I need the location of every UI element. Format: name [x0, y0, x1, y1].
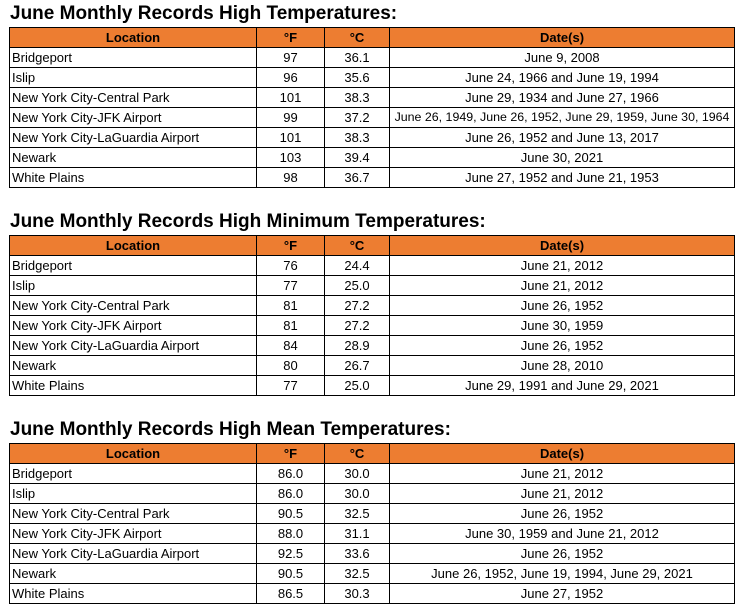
location-cell: Newark [10, 356, 257, 376]
celsius-header: °C [325, 236, 390, 256]
fahrenheit-cell: 86.0 [257, 484, 325, 504]
celsius-cell: 28.9 [325, 336, 390, 356]
celsius-cell: 32.5 [325, 564, 390, 584]
location-cell: White Plains [10, 376, 257, 396]
table-row [10, 336, 735, 356]
fahrenheit-cell: 96 [257, 68, 325, 88]
dates-cell: June 26, 1952 [390, 296, 735, 316]
location-header: Location [10, 444, 257, 464]
table-header-row [10, 444, 735, 464]
dates-cell: June 21, 2012 [390, 256, 735, 276]
table-row [10, 108, 735, 128]
fahrenheit-cell: 84 [257, 336, 325, 356]
location-cell: New York City-JFK Airport [10, 108, 257, 128]
dates-cell: June 30, 2021 [390, 148, 735, 168]
table-row [10, 584, 735, 604]
dates-cell: June 26, 1949, June 26, 1952, June 29, 1959, June 30, 1964 [390, 108, 735, 128]
location-cell: White Plains [10, 168, 257, 188]
table-row [10, 128, 735, 148]
celsius-cell: 30.0 [325, 484, 390, 504]
dates-cell: June 29, 1934 and June 27, 1966 [390, 88, 735, 108]
section-title: June Monthly Records High Minimum Temperatures: [10, 211, 486, 232]
table-row [10, 544, 735, 564]
dates-cell: June 9, 2008 [390, 48, 735, 68]
fahrenheit-header: °F [257, 236, 325, 256]
celsius-header: °C [325, 444, 390, 464]
table-row [10, 148, 735, 168]
celsius-cell: 25.0 [325, 376, 390, 396]
celsius-cell: 30.0 [325, 464, 390, 484]
fahrenheit-cell: 81 [257, 296, 325, 316]
fahrenheit-cell: 98 [257, 168, 325, 188]
fahrenheit-cell: 97 [257, 48, 325, 68]
records-table [9, 27, 735, 188]
location-cell: Newark [10, 148, 257, 168]
celsius-cell: 30.3 [325, 584, 390, 604]
fahrenheit-cell: 80 [257, 356, 325, 376]
section-title: June Monthly Records High Temperatures: [10, 3, 398, 24]
celsius-cell: 39.4 [325, 148, 390, 168]
dates-cell: June 28, 2010 [390, 356, 735, 376]
dates-cell: June 26, 1952, June 19, 1994, June 29, 2021 [390, 564, 735, 584]
celsius-cell: 38.3 [325, 88, 390, 108]
dates-header: Date(s) [390, 28, 735, 48]
fahrenheit-cell: 86.0 [257, 464, 325, 484]
location-cell: Islip [10, 276, 257, 296]
table-row [10, 48, 735, 68]
location-cell: New York City-LaGuardia Airport [10, 336, 257, 356]
table-row [10, 484, 735, 504]
dates-cell: June 26, 1952 and June 13, 2017 [390, 128, 735, 148]
fahrenheit-cell: 90.5 [257, 504, 325, 524]
fahrenheit-cell: 76 [257, 256, 325, 276]
location-cell: New York City-LaGuardia Airport [10, 544, 257, 564]
section-title: June Monthly Records High Mean Temperatures: [10, 419, 451, 440]
table-row [10, 68, 735, 88]
celsius-cell: 35.6 [325, 68, 390, 88]
fahrenheit-header: °F [257, 28, 325, 48]
celsius-cell: 33.6 [325, 544, 390, 564]
dates-cell: June 30, 1959 [390, 316, 735, 336]
location-cell: Newark [10, 564, 257, 584]
dates-cell: June 26, 1952 [390, 504, 735, 524]
records-table [9, 443, 735, 604]
celsius-cell: 27.2 [325, 296, 390, 316]
dates-header: Date(s) [390, 236, 735, 256]
celsius-header: °C [325, 28, 390, 48]
celsius-cell: 38.3 [325, 128, 390, 148]
celsius-cell: 24.4 [325, 256, 390, 276]
location-cell: Bridgeport [10, 464, 257, 484]
dates-header: Date(s) [390, 444, 735, 464]
fahrenheit-cell: 101 [257, 88, 325, 108]
fahrenheit-cell: 88.0 [257, 524, 325, 544]
fahrenheit-cell: 103 [257, 148, 325, 168]
dates-cell: June 26, 1952 [390, 336, 735, 356]
table-row [10, 296, 735, 316]
table-row [10, 256, 735, 276]
dates-cell: June 27, 1952 and June 21, 1953 [390, 168, 735, 188]
celsius-cell: 25.0 [325, 276, 390, 296]
celsius-cell: 26.7 [325, 356, 390, 376]
dates-cell: June 21, 2012 [390, 464, 735, 484]
fahrenheit-cell: 92.5 [257, 544, 325, 564]
table-header-row [10, 236, 735, 256]
table-row [10, 88, 735, 108]
celsius-cell: 31.1 [325, 524, 390, 544]
fahrenheit-cell: 77 [257, 376, 325, 396]
location-cell: New York City-Central Park [10, 296, 257, 316]
dates-cell: June 30, 1959 and June 21, 2012 [390, 524, 735, 544]
location-cell: White Plains [10, 584, 257, 604]
fahrenheit-cell: 99 [257, 108, 325, 128]
table-row [10, 356, 735, 376]
dates-cell: June 26, 1952 [390, 544, 735, 564]
location-cell: New York City-JFK Airport [10, 524, 257, 544]
dates-cell: June 29, 1991 and June 29, 2021 [390, 376, 735, 396]
dates-cell: June 27, 1952 [390, 584, 735, 604]
celsius-cell: 27.2 [325, 316, 390, 336]
dates-cell: June 24, 1966 and June 19, 1994 [390, 68, 735, 88]
table-row [10, 168, 735, 188]
location-header: Location [10, 236, 257, 256]
dates-cell: June 21, 2012 [390, 484, 735, 504]
fahrenheit-header: °F [257, 444, 325, 464]
fahrenheit-cell: 77 [257, 276, 325, 296]
table-header-row [10, 28, 735, 48]
table-row [10, 564, 735, 584]
location-header: Location [10, 28, 257, 48]
location-cell: Bridgeport [10, 256, 257, 276]
table-row [10, 524, 735, 544]
location-cell: New York City-Central Park [10, 504, 257, 524]
fahrenheit-cell: 86.5 [257, 584, 325, 604]
table-row [10, 316, 735, 336]
location-cell: Islip [10, 68, 257, 88]
celsius-cell: 36.1 [325, 48, 390, 68]
celsius-cell: 36.7 [325, 168, 390, 188]
dates-cell: June 21, 2012 [390, 276, 735, 296]
celsius-cell: 37.2 [325, 108, 390, 128]
location-cell: New York City-JFK Airport [10, 316, 257, 336]
table-row [10, 276, 735, 296]
table-row [10, 464, 735, 484]
records-table [9, 235, 735, 396]
fahrenheit-cell: 81 [257, 316, 325, 336]
location-cell: Islip [10, 484, 257, 504]
celsius-cell: 32.5 [325, 504, 390, 524]
table-row [10, 376, 735, 396]
fahrenheit-cell: 101 [257, 128, 325, 148]
fahrenheit-cell: 90.5 [257, 564, 325, 584]
location-cell: New York City-LaGuardia Airport [10, 128, 257, 148]
location-cell: Bridgeport [10, 48, 257, 68]
location-cell: New York City-Central Park [10, 88, 257, 108]
table-row [10, 504, 735, 524]
